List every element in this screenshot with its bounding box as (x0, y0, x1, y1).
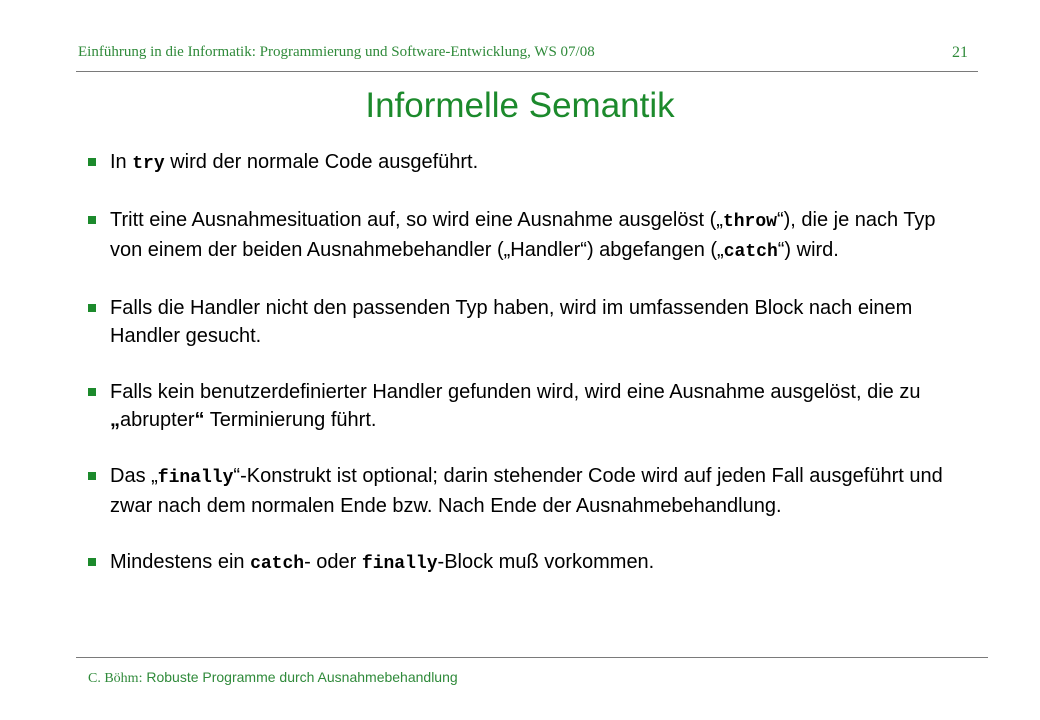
slide-title: Informelle Semantik (365, 86, 675, 125)
bullet-text: “) wird. (777, 239, 839, 261)
bullet-text: In (110, 151, 133, 173)
header-divider (76, 71, 978, 72)
code-keyword-try: try (132, 154, 165, 174)
bullet-square-icon (88, 558, 96, 566)
bullet-square-icon (88, 388, 96, 396)
bullet-square-icon (88, 304, 96, 312)
bullet-text: “), die je nach Typ von einem der beiden Ausnahmebehandler („Handler“) abgefangen („ (110, 209, 936, 261)
bullet-text: abrupter (120, 409, 195, 431)
bullet-text: wird der normale Code ausgeführt. (164, 151, 479, 173)
bullet-text: Falls kein benutzerdefinierter Handler gefunden wird, wird eine Ausnahme ausgelöst, die zu (110, 381, 921, 403)
bullet-required-block (88, 548, 968, 578)
bullet-text: Terminierung führt. (204, 409, 377, 431)
bullet-text: “-Konstrukt ist optional; darin stehender Code wird auf jeden Fall ausgeführt und zwar nach dem normalen Ende bzw. Nach Ende der Ausnahmebehandlung. (110, 465, 943, 517)
bullet-text: Das „ (110, 465, 158, 487)
page-number: 21 (952, 44, 968, 61)
bullet-text: Falls die Handler nicht den passenden Typ haben, wird im umfassenden Block nach einem Handler gesucht. (110, 297, 913, 347)
footer-author: C. Böhm: (88, 671, 143, 686)
bullet-text: - oder (304, 551, 362, 573)
footer (88, 669, 458, 687)
code-keyword-catch: catch (723, 242, 778, 262)
bullet-square-icon (88, 158, 96, 166)
code-keyword-finally: finally (157, 468, 234, 488)
code-keyword-catch: catch (250, 554, 305, 574)
bullet-square-icon (88, 216, 96, 224)
bullet-abrupt-termination (88, 378, 968, 434)
bullet-text: -Block muß vorkommen. (437, 551, 655, 573)
footer-topic: Robuste Programme durch Ausnahmebehandlung (142, 669, 458, 685)
bold-quote-close: “ (194, 409, 205, 431)
bullet-throw (88, 206, 968, 266)
bullet-text: Tritt eine Ausnahmesituation auf, so wird eine Ausnahme ausgelöst („ (110, 209, 723, 231)
bullet-handler-search (88, 294, 968, 350)
bullet-list (88, 148, 968, 578)
bullet-finally (88, 462, 968, 520)
bullet-text: Mindestens ein (110, 551, 251, 573)
course-header: Einführung in die Informatik: Programmierung und Software-Entwicklung, WS 07/08 (78, 44, 595, 60)
code-keyword-throw: throw (722, 212, 777, 232)
bullet-square-icon (88, 472, 96, 480)
code-keyword-finally: finally (361, 554, 438, 574)
footer-divider (76, 657, 988, 658)
bullet-try (88, 148, 968, 178)
bold-quote-open: „ (110, 409, 120, 431)
